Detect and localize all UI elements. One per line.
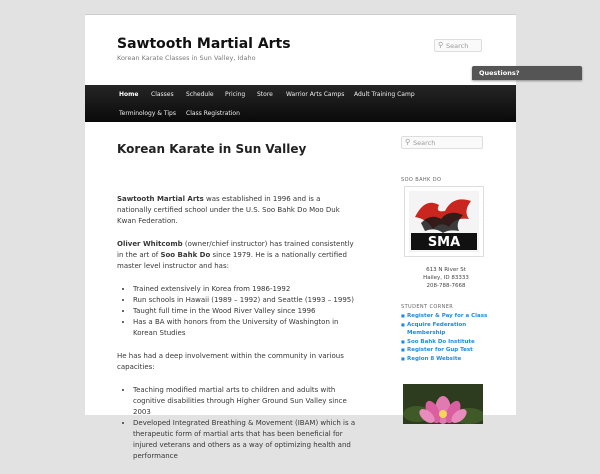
lotus-flower-graphic	[403, 384, 483, 424]
student-link-soo-bahk-do-institute[interactable]: ■ Soo Bahk Do Institute	[401, 338, 491, 347]
instructor-paragraph: Oliver Whitcomb (owner/chief instructor) has trained consistently in the art of Soo Bahk Do since 1979. He is a nationally certified master level instructor and has:	[117, 240, 354, 270]
sidebar-search-placeholder: Search	[413, 139, 436, 147]
nav-item-terminology-tips[interactable]: Terminology & Tips	[119, 110, 176, 117]
address-street: 613 N River St	[426, 267, 466, 273]
nav-item-adult-training-camp[interactable]: Adult Training Camp	[354, 91, 415, 98]
site-title[interactable]: Sawtooth Martial Arts	[117, 36, 291, 52]
header-search-input[interactable]	[434, 39, 482, 52]
nav-item-home[interactable]: Home	[119, 91, 139, 98]
student-corner-title: STUDENT CORNER	[401, 304, 454, 310]
search-icon: ⚲	[405, 138, 411, 146]
nav-item-store[interactable]: Store	[257, 91, 273, 98]
entry-title: Korean Karate in Sun Valley	[117, 142, 307, 156]
instructor-name: Oliver Whitcomb	[117, 240, 183, 248]
search-icon: ⚲	[438, 41, 444, 49]
questions-tab[interactable]	[472, 66, 582, 80]
community-list	[117, 385, 357, 462]
sma-logo-graphic	[405, 187, 483, 256]
logo-text: SMA	[427, 235, 461, 250]
nav-item-warrior-arts-camps[interactable]: Warrior Arts Camps	[286, 91, 345, 98]
intro-paragraph: Sawtooth Martial Arts was established in 1996 and is a nationally certified school under the U.S. Soo Bahk Do Moo Duk Kwan Federation.	[117, 195, 340, 225]
nav-item-class-registration[interactable]: Class Registration	[186, 110, 240, 117]
address-city: Hailey, ID 83333	[423, 275, 469, 281]
sidebar-search-input[interactable]	[401, 136, 483, 149]
community-paragraph: He has had a deep involvement within the community in various capacities:	[117, 352, 344, 371]
student-link-register-pay[interactable]: ■ Register & Pay for a Class	[401, 312, 491, 321]
student-link-federation-membership[interactable]: ■ Acquire Federation Membership	[401, 321, 491, 338]
nav-item-pricing[interactable]: Pricing	[225, 91, 246, 98]
school-address	[401, 266, 491, 290]
header-search-placeholder: Search	[446, 42, 469, 50]
school-name: Sawtooth Martial Arts	[117, 195, 204, 203]
list-item: • Trained extensively in Korea from 1986-1992	[133, 284, 357, 295]
site-description: Korean Karate Classes in Sun Valley, Idaho	[117, 54, 256, 62]
list-item: • Taught full time in the Wood River Valley since 1996	[133, 306, 357, 317]
page-container	[85, 14, 516, 460]
entry-content	[117, 194, 357, 474]
student-corner-links	[401, 312, 491, 363]
main-navigation	[85, 85, 516, 122]
questions-tab-label: Questions?	[479, 69, 520, 77]
list-item: • Developed Integrated Breathing & Movement (IBAM) which is a therapeutic form of martial arts that has been beneficial for injured veterans and others as a way of optimizing health and performance	[133, 418, 357, 462]
student-link-gup-test[interactable]: ■ Register for Gup Test	[401, 346, 491, 355]
soo-bahk-do-widget-title: SOO BAHK DO	[401, 177, 442, 183]
nav-item-schedule[interactable]: Schedule	[186, 91, 214, 98]
student-link-region-8[interactable]: ■ Region 8 Website	[401, 355, 491, 364]
list-item: • Teaching modified martial arts to children and adults with cognitive disabilities through Higher Ground Sun Valley since 2003	[133, 385, 357, 418]
nav-item-classes[interactable]: Classes	[151, 91, 174, 98]
sma-logo[interactable]	[404, 186, 484, 257]
list-item: • Run schools in Hawaii (1989 – 1992) and Seattle (1993 – 1995)	[133, 295, 357, 306]
qualifications-list	[117, 284, 357, 339]
address-phone: 208-788-7668	[426, 283, 466, 289]
lotus-flower-image	[403, 384, 483, 424]
list-item: • Has a BA with honors from the University of Washington in Korean Studies	[133, 317, 357, 339]
